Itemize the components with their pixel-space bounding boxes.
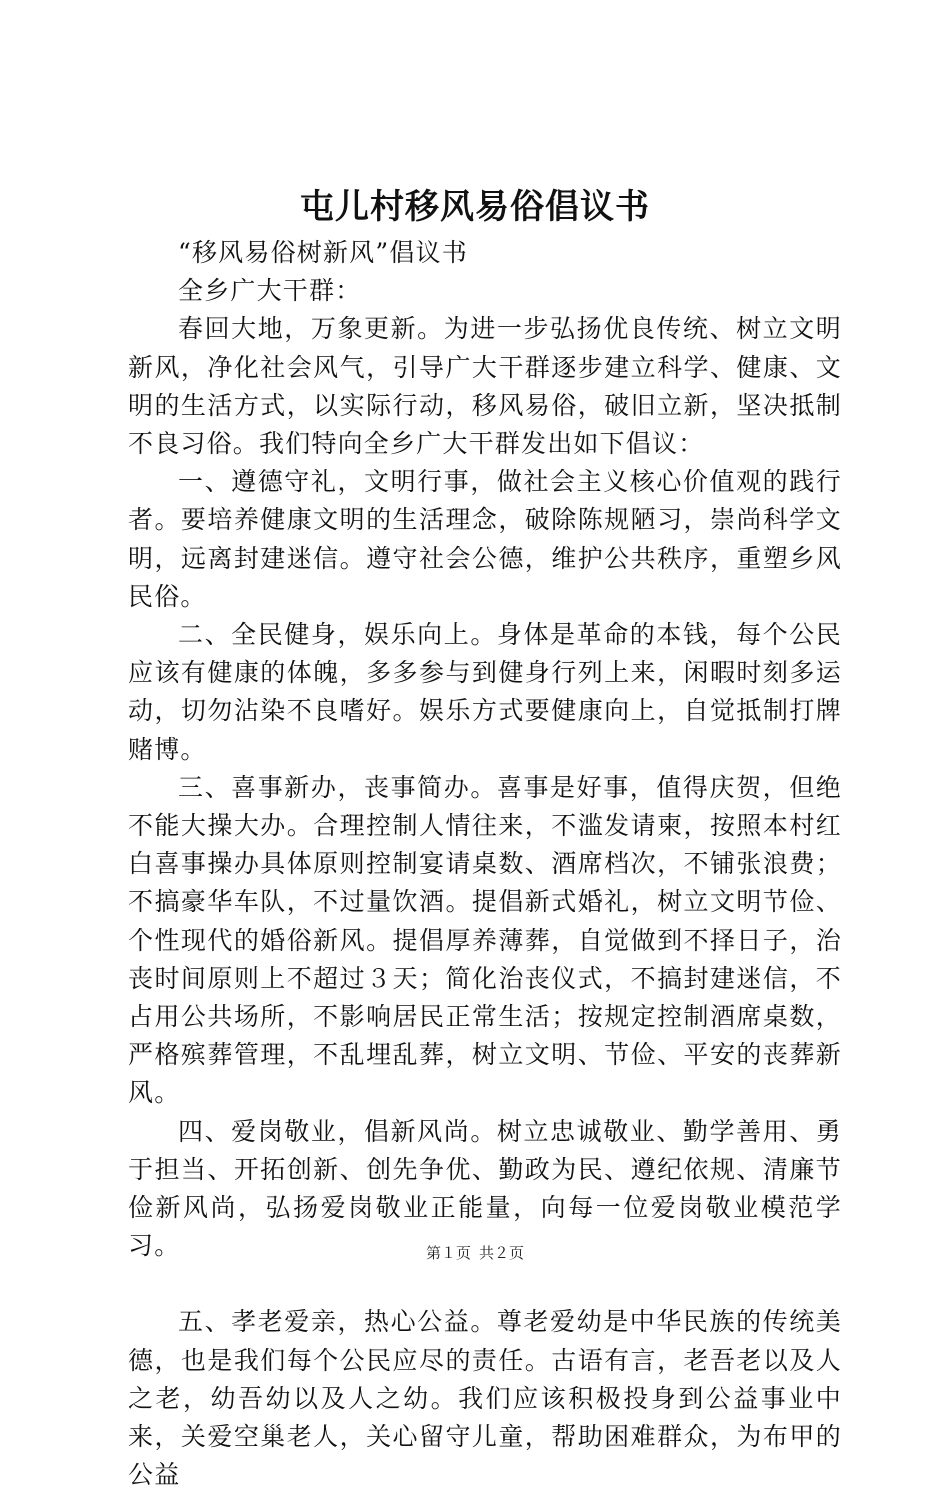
paragraph-item-5: 五、孝老爱亲，热心公益。尊老爱幼是中华民族的传统美德，也是我们每个公民应尽的责任。古语有言，老吾老以及人之老，幼吾幼以及人之幼。我们应该积极投身到公益事业中来，关爱空巢老人，关心留守儿童，帮助困难群众，为布甲的公益: [128, 1307, 842, 1490]
paragraph-spacer: [128, 1265, 842, 1303]
page-number: 第１页: [425, 1244, 471, 1262]
paragraph-item-4: 四、爱岗敬业，倡新风尚。树立忠诚敬业、勤学善用、勇于担当、开拓创新、创先争优、勤政为民、遵纪依规、清廉节俭新风尚，弘扬爱岗敬业正能量，向每一位爱岗敬业模范学习。: [128, 1116, 842, 1261]
paragraph-item-1: 一、遵德守礼，文明行事，做社会主义核心价值观的践行者。要培养健康文明的生活理念，破除陈规陋习，崇尚科学文明，远离封建迷信。遵守社会公德，维护公共秩序，重塑乡风民俗。: [128, 467, 842, 611]
paragraph-item-2: 二、全民健身，娱乐向上。身体是革命的本钱，每个公民应该有健康的体魄，多多参与到健身行列上来，闲暇时刻多运动，切勿沾染不良嗜好。娱乐方式要健康向上，自觉抵制打牌赌博。: [128, 620, 842, 764]
subtitle-line: “移风易俗树新风”倡议书: [178, 238, 468, 267]
page-total: 共２页: [479, 1244, 525, 1262]
paragraph-intro: 春回大地，万象更新。为进一步弘扬优良传统、树立文明新风，净化社会风气，引导广大干群逐步建立科学、健康、文明的生活方式，以实际行动，移风易俗，破旧立新，坚决抵制不良习俗。我们特向全乡广大干群发出如下倡议：: [128, 314, 842, 459]
salutation-line: 全乡广大干群：: [178, 276, 362, 306]
paragraph-item-3: 三、喜事新办，丧事简办。喜事是好事，值得庆贺，但绝不能大操大办。合理控制人情往来，不滥发请柬，按照本村红白喜事操办具体原则控制宴请桌数、酒席档次，不铺张浪费；不搞豪华车队，不过量饮酒。提倡新式婚礼，树立文明节俭、个性现代的婚俗新风。提倡厚养薄葬，自觉做到不择日子，治丧时间原则上不超过３天；简化治丧仪式，不搞封建迷信，不占用公共场所，不影响居民正常生活；按规定控制酒席桌数，严格殡葬管理，不乱埋乱葬，树立文明、节俭、平安的丧葬新风。: [128, 772, 842, 1108]
document-title: 屯儿村移风易俗倡议书: [300, 187, 650, 227]
page-footer: [0, 1243, 950, 1263]
document-body: [128, 234, 842, 1495]
